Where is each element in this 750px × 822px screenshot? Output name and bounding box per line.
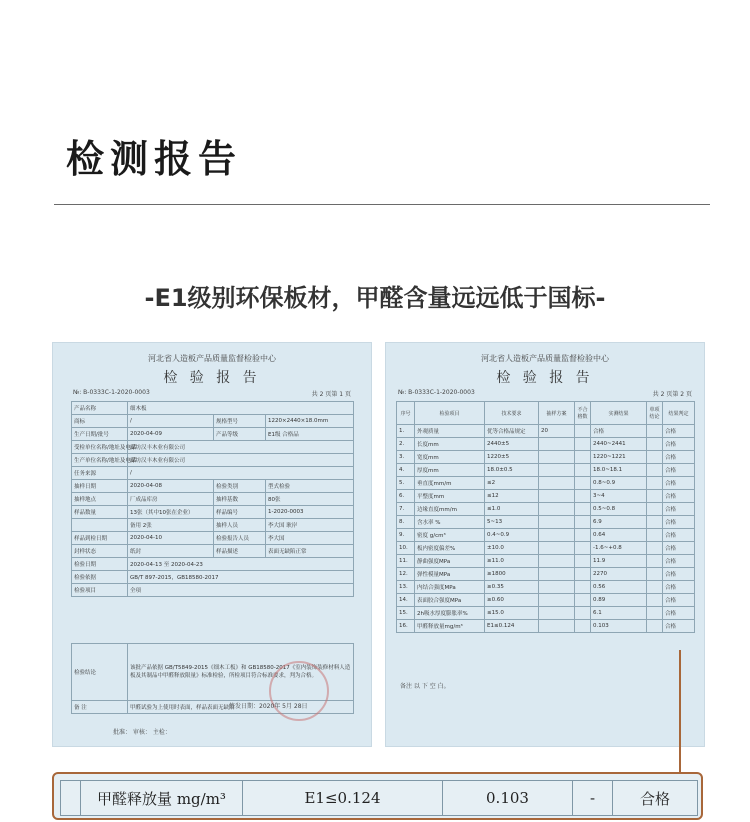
measured-result: 2270 (591, 568, 647, 581)
report-2-title: 检 验 报 告 (496, 370, 594, 386)
sampling-plan: 20 (539, 425, 575, 438)
measured-result: 18.0~18.1 (591, 464, 647, 477)
requirement: 0.4~0.9 (485, 529, 539, 542)
table-row (72, 519, 354, 532)
item-conclusion (647, 477, 663, 490)
field-value: 廊坊汉丰木业有限公司 (128, 441, 354, 454)
field-label: 产品等级 (214, 428, 266, 441)
field-value: / (128, 415, 214, 428)
field-value: 2020-04-08 (128, 480, 214, 493)
result-verdict: 合格 (663, 542, 695, 555)
column-header: 检验项目 (415, 402, 485, 425)
field-value: 廊坊汉丰木业有限公司 (128, 454, 354, 467)
field-label: 生产日期/批号 (72, 428, 128, 441)
field-label: 抽样地点 (72, 493, 128, 506)
field-label: 商标 (72, 415, 128, 428)
row-index: 13. (397, 581, 415, 594)
result-verdict: 合格 (663, 568, 695, 581)
measured-result: 6.9 (591, 516, 647, 529)
test-item: 内结合强度MPa (415, 581, 485, 594)
requirement: 1220±5 (485, 451, 539, 464)
report-2-org: 河北省人造板产品质量监督检验中心 (481, 354, 609, 363)
result-verdict: 合格 (663, 620, 695, 633)
field-value: 全项 (128, 584, 354, 597)
field-label (72, 519, 128, 532)
table-row (397, 555, 695, 568)
field-label: 检验依据 (72, 571, 128, 584)
item-conclusion (647, 451, 663, 464)
row-index: 14. (397, 594, 415, 607)
row-index: 5. (397, 477, 415, 490)
test-item: 厚度mm (415, 464, 485, 477)
column-header: 序号 (397, 402, 415, 425)
table-row (72, 467, 354, 480)
measured-result: 2440~2441 (591, 438, 647, 451)
field-label: 检验报告人员 (214, 532, 266, 545)
requirement: E1≤0.124 (485, 620, 539, 633)
test-item: 垂直度mm/m (415, 477, 485, 490)
sampling-plan (539, 568, 575, 581)
field-value: 2020-04-10 (128, 532, 214, 545)
column-header: 不合格数 (575, 402, 591, 425)
column-header: 抽样方案 (539, 402, 575, 425)
requirement: ≥0.60 (485, 594, 539, 607)
sampling-plan (539, 555, 575, 568)
field-value: 李大国 (266, 532, 354, 545)
test-item: 平整度mm (415, 490, 485, 503)
table-row (72, 480, 354, 493)
result-verdict: 合格 (663, 594, 695, 607)
sampling-plan (539, 490, 575, 503)
item-conclusion (647, 555, 663, 568)
zoom-result: 0.103 (443, 781, 573, 816)
table-row (72, 441, 354, 454)
table-row (72, 402, 354, 415)
field-value: 1-2020-0003 (266, 506, 354, 519)
measured-result: 1220~1221 (591, 451, 647, 464)
row-index: 15. (397, 607, 415, 620)
highlight-connector (679, 650, 681, 773)
field-label: 任务来源 (72, 467, 128, 480)
field-label: 抽样基数 (214, 493, 266, 506)
nonconforming-count (575, 594, 591, 607)
report-1-number: №: B-0333C-1-2020-0003 (73, 389, 150, 396)
measured-result: 0.64 (591, 529, 647, 542)
field-value: 表面无缺陷正常 (266, 545, 354, 558)
item-conclusion (647, 490, 663, 503)
test-item: 板内密度偏差% (415, 542, 485, 555)
table-row (72, 428, 354, 441)
table-row (397, 581, 695, 594)
column-header: 单项结论 (647, 402, 663, 425)
field-value: / (128, 467, 354, 480)
table-row (397, 464, 695, 477)
inspection-seal (269, 661, 329, 721)
remark-text: 甲醛试验为上使用时表面，样品表面无缺陷 (128, 701, 354, 714)
requirement: ≥1800 (485, 568, 539, 581)
table-row (397, 542, 695, 555)
field-value: 13张（其中10张在企业） (128, 506, 214, 519)
field-value: E1级 合格品 (266, 428, 354, 441)
measured-result: 0.5~0.8 (591, 503, 647, 516)
measured-result: 3~4 (591, 490, 647, 503)
test-item: 静曲强度MPa (415, 555, 485, 568)
field-value: 1220×2440×18.0mm (266, 415, 354, 428)
result-verdict: 合格 (663, 529, 695, 542)
nonconforming-count (575, 451, 591, 464)
table-row (397, 438, 695, 451)
sampling-plan (539, 607, 575, 620)
measured-result: -1.6~+0.8 (591, 542, 647, 555)
field-label: 样品编号 (214, 506, 266, 519)
nonconforming-count (575, 516, 591, 529)
field-label: 生产单位名称/地址及电话 (72, 454, 128, 467)
nonconforming-count (575, 503, 591, 516)
requirement: 5~13 (485, 516, 539, 529)
field-value: 厂成品库房 (128, 493, 214, 506)
nonconforming-count (575, 542, 591, 555)
nonconforming-count (575, 620, 591, 633)
nonconforming-count (575, 464, 591, 477)
zoom-requirement: E1≤0.124 (243, 781, 443, 816)
field-label: 规格型号 (214, 415, 266, 428)
table-row (397, 607, 695, 620)
row-index: 6. (397, 490, 415, 503)
table-row (72, 493, 354, 506)
report-1-page: 共 2 页第 1 页 (311, 391, 351, 398)
result-verdict: 合格 (663, 425, 695, 438)
report-page-1 (52, 342, 372, 747)
table-row (72, 415, 354, 428)
report-2-number: №: B-0333C-1-2020-0003 (398, 389, 475, 396)
nonconforming-count (575, 529, 591, 542)
table-row (72, 545, 354, 558)
table-row (72, 558, 354, 571)
test-item: 2h吸水厚度膨胀率% (415, 607, 485, 620)
test-item: 甲醛释放量mg/m³ (415, 620, 485, 633)
report-2-page: 共 2 页第 2 页 (652, 391, 692, 398)
nonconforming-count (575, 425, 591, 438)
item-conclusion (647, 464, 663, 477)
sampling-plan (539, 529, 575, 542)
nonconforming-count (575, 438, 591, 451)
column-header: 技术要求 (485, 402, 539, 425)
test-item: 长度mm (415, 438, 485, 451)
requirement: ≤15.0 (485, 607, 539, 620)
result-verdict: 合格 (663, 607, 695, 620)
test-item: 宽度mm (415, 451, 485, 464)
report-1-table (71, 401, 354, 597)
item-conclusion (647, 503, 663, 516)
field-label: 产品名称 (72, 402, 128, 415)
conclusion-text: 该批产品依据 GB/T5849-2015《细木工板》和 GB18580-2017《室内装饰装修材料人造板及其制品中甲醛释放限量》标准检验，所检项目符合标准要求，判为合格。 (128, 644, 354, 701)
field-label: 受检单位名称/地址及电话 (72, 441, 128, 454)
field-label: 检验日期 (72, 558, 128, 571)
nonconforming-count (575, 607, 591, 620)
report-1-title: 检 验 报 告 (163, 370, 261, 386)
field-label: 样品数量 (72, 506, 128, 519)
table-row (397, 503, 695, 516)
table-row (397, 568, 695, 581)
measured-result: 0.8~0.9 (591, 477, 647, 490)
sampling-plan (539, 438, 575, 451)
row-index: 12. (397, 568, 415, 581)
field-label: 抽样日期 (72, 480, 128, 493)
table-row (72, 584, 354, 597)
report-1-signatures: 批准： 审核： 主检： (113, 729, 171, 736)
nonconforming-count (575, 490, 591, 503)
sampling-plan (539, 594, 575, 607)
table-row (397, 425, 695, 438)
table-row (397, 516, 695, 529)
requirement: 18.0±0.5 (485, 464, 539, 477)
row-index: 2. (397, 438, 415, 451)
item-conclusion (647, 425, 663, 438)
field-value: 李大国 耿岸 (266, 519, 354, 532)
result-verdict: 合格 (663, 516, 695, 529)
formaldehyde-zoom-table (60, 780, 698, 816)
sampling-plan (539, 464, 575, 477)
sampling-plan (539, 581, 575, 594)
zoom-item: 甲醛释放量 mg/m³ (81, 781, 243, 816)
test-item: 弹性模量MPa (415, 568, 485, 581)
measured-result: 6.1 (591, 607, 647, 620)
sampling-plan (539, 477, 575, 490)
table-row (397, 490, 695, 503)
item-conclusion (647, 529, 663, 542)
result-verdict: 合格 (663, 451, 695, 464)
row-index: 16. (397, 620, 415, 633)
formaldehyde-zoom-box (52, 772, 703, 820)
result-verdict: 合格 (663, 477, 695, 490)
nonconforming-count (575, 568, 591, 581)
table-row (72, 532, 354, 545)
result-verdict: 合格 (663, 490, 695, 503)
field-label: 封样状态 (72, 545, 128, 558)
sampling-plan (539, 542, 575, 555)
item-conclusion (647, 607, 663, 620)
field-value: 80张 (266, 493, 354, 506)
test-item: 边缘直度mm/m (415, 503, 485, 516)
result-verdict: 合格 (663, 503, 695, 516)
nonconforming-count (575, 477, 591, 490)
zoom-dash: - (573, 781, 613, 816)
table-row (72, 506, 354, 519)
row-index: 10. (397, 542, 415, 555)
page-title: 检测报告 (66, 137, 243, 181)
requirement: 2440±5 (485, 438, 539, 451)
column-header: 结果判定 (663, 402, 695, 425)
item-conclusion (647, 581, 663, 594)
item-conclusion (647, 438, 663, 451)
table-row (397, 620, 695, 633)
requirement: ≤1.0 (485, 503, 539, 516)
row-index: 9. (397, 529, 415, 542)
field-value: 细木板 (128, 402, 354, 415)
field-value: 型式检验 (266, 480, 354, 493)
column-header: 实测结果 (591, 402, 647, 425)
table-row (72, 454, 354, 467)
measured-result: 0.56 (591, 581, 647, 594)
test-item: 含水率 % (415, 516, 485, 529)
page-subtitle: -E1级别环保板材，甲醛含量远远低于国标- (144, 284, 606, 312)
result-verdict: 合格 (663, 581, 695, 594)
item-conclusion (647, 594, 663, 607)
test-item: 密度 g/cm³ (415, 529, 485, 542)
test-item: 表面胶合强度MPa (415, 594, 485, 607)
item-conclusion (647, 568, 663, 581)
row-index: 11. (397, 555, 415, 568)
report-2-footer: 备注 以 下 空 白。 (400, 683, 450, 690)
row-index: 8. (397, 516, 415, 529)
table-row (397, 594, 695, 607)
measured-result: 11.9 (591, 555, 647, 568)
measured-result: 合格 (591, 425, 647, 438)
row-index: 4. (397, 464, 415, 477)
sampling-plan (539, 451, 575, 464)
result-verdict: 合格 (663, 555, 695, 568)
report-page-2 (385, 342, 705, 747)
requirement: ≤12 (485, 490, 539, 503)
row-index: 3. (397, 451, 415, 464)
conclusion-label: 检验结论 (72, 644, 128, 701)
row-index: 7. (397, 503, 415, 516)
field-value: 纸封 (128, 545, 214, 558)
nonconforming-count (575, 581, 591, 594)
result-verdict: 合格 (663, 438, 695, 451)
requirement: ≥0.35 (485, 581, 539, 594)
test-item: 外观质量 (415, 425, 485, 438)
remark-label: 备 注 (72, 701, 128, 714)
field-label: 样品描述 (214, 545, 266, 558)
field-value: 备用 2张 (128, 519, 214, 532)
field-label: 检验类别 (214, 480, 266, 493)
item-conclusion (647, 542, 663, 555)
nonconforming-count (575, 555, 591, 568)
requirement: ≥11.0 (485, 555, 539, 568)
measured-result: 0.103 (591, 620, 647, 633)
zoom-index-cell (61, 781, 81, 816)
field-value: 2020-04-09 (128, 428, 214, 441)
title-divider (54, 204, 710, 205)
table-row (72, 571, 354, 584)
row-index: 1. (397, 425, 415, 438)
item-conclusion (647, 620, 663, 633)
sampling-plan (539, 503, 575, 516)
zoom-verdict: 合格 (613, 781, 698, 816)
report-1-org: 河北省人造板产品质量监督检验中心 (148, 354, 276, 363)
requirement: ≤2 (485, 477, 539, 490)
sampling-plan (539, 620, 575, 633)
report-2-table (396, 401, 695, 633)
table-row (397, 451, 695, 464)
item-conclusion (647, 516, 663, 529)
result-verdict: 合格 (663, 464, 695, 477)
field-label: 抽样人员 (214, 519, 266, 532)
issue-date: 签发日期：2020年 5月 28日 (229, 703, 308, 710)
sampling-plan (539, 516, 575, 529)
requirement: ±10.0 (485, 542, 539, 555)
field-value: 2020-04-13 至 2020-04-23 (128, 558, 354, 571)
field-label: 检验项目 (72, 584, 128, 597)
table-row (397, 477, 695, 490)
table-header-row (397, 402, 695, 425)
field-label: 样品到检日期 (72, 532, 128, 545)
requirement: 优等合格品规定 (485, 425, 539, 438)
field-value: GB/T 897-2015，GB18580-2017 (128, 571, 354, 584)
measured-result: 0.89 (591, 594, 647, 607)
table-row (397, 529, 695, 542)
